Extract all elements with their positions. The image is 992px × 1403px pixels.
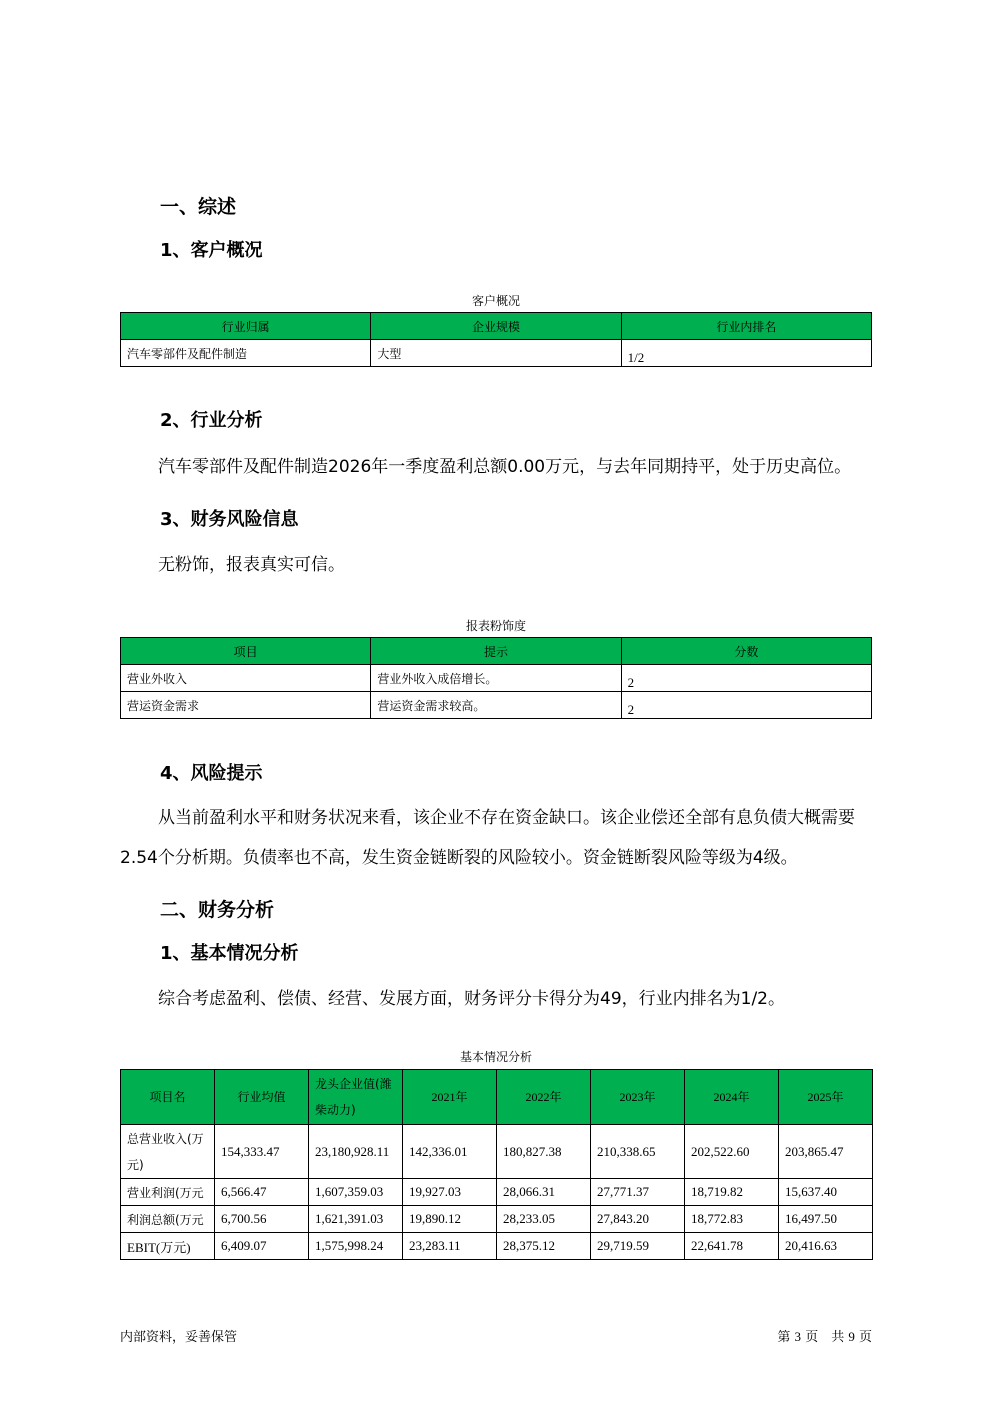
table-cell: 20,416.63 <box>779 1233 873 1260</box>
table-cell: 202,522.60 <box>685 1125 779 1179</box>
table-cell: 29,719.59 <box>591 1233 685 1260</box>
table-cell: 28,375.12 <box>497 1233 591 1260</box>
table-cell: 27,843.20 <box>591 1206 685 1233</box>
table-cell: 16,497.50 <box>779 1206 873 1233</box>
table-header: 分数 <box>621 638 871 665</box>
table-header: 行业内排名 <box>621 313 871 340</box>
section-title: 一、综述 <box>160 196 237 218</box>
table-cell: 汽车零部件及配件制造 <box>121 340 371 367</box>
page-total: 9 <box>848 1329 855 1344</box>
table-header: 2021年 <box>403 1070 497 1125</box>
table-row <box>121 665 872 692</box>
page-indicator <box>777 1326 872 1345</box>
table-cell: 28,066.31 <box>497 1179 591 1206</box>
table-cell: 1/2 <box>621 340 871 367</box>
table-cell: 210,338.65 <box>591 1125 685 1179</box>
risk-info-text: 无粉饰，报表真实可信。 <box>158 555 345 575</box>
table-cell: EBIT(万元) <box>121 1233 215 1260</box>
table-header: 项目 <box>121 638 371 665</box>
table-cell: 19,890.12 <box>403 1206 497 1233</box>
table-cell: 1,607,359.03 <box>309 1179 403 1206</box>
table-cell: 营运资金需求较高。 <box>371 692 621 719</box>
risk-info-heading: 3、财务风险信息 <box>160 509 299 530</box>
footer-note: 内部资料，妥善保管 <box>120 1330 238 1345</box>
table-cell: 154,333.47 <box>215 1125 309 1179</box>
table-cell: 19,927.03 <box>403 1179 497 1206</box>
basic-heading: 1、基本情况分析 <box>160 943 299 964</box>
industry-heading: 2、行业分析 <box>160 410 263 431</box>
table-cell: 6,566.47 <box>215 1179 309 1206</box>
table-cell: 18,772.83 <box>685 1206 779 1233</box>
table-row <box>121 1179 873 1206</box>
table-cell: 23,180,928.11 <box>309 1125 403 1179</box>
report-table-caption: 报表粉饰度 <box>465 619 526 633</box>
risk-tip-heading: 4、风险提示 <box>160 763 263 784</box>
table-row <box>121 692 872 719</box>
table-cell: 大型 <box>371 340 621 367</box>
basic-table-caption: 基本情况分析 <box>459 1050 532 1064</box>
table-header: 龙头企业值(潍柴动力) <box>309 1070 403 1125</box>
page-mid: 页 共 <box>805 1330 845 1345</box>
table-row <box>121 1233 873 1260</box>
customer-table <box>120 312 872 367</box>
table-cell: 总营业收入(万元) <box>121 1125 215 1179</box>
table-header: 行业均值 <box>215 1070 309 1125</box>
table-cell: 6,409.07 <box>215 1233 309 1260</box>
table-cell: 营业外收入成倍增长。 <box>371 665 621 692</box>
table-cell: 28,233.05 <box>497 1206 591 1233</box>
section-title: 二、财务分析 <box>160 899 275 921</box>
risk-tip-text: 从当前盈利水平和财务状况来看，该企业不存在资金缺口。该企业偿还全部有息负债大概需要 2.54个分析期。负债率也不高，发生资金链断裂的风险较小。资金链断裂风险等级为4级。 <box>120 808 855 868</box>
table-row <box>121 340 872 367</box>
table-header: 提示 <box>371 638 621 665</box>
table-cell: 利润总额(万元 <box>121 1206 215 1233</box>
table-cell: 27,771.37 <box>591 1179 685 1206</box>
table-cell: 1,621,391.03 <box>309 1206 403 1233</box>
table-header: 企业规模 <box>371 313 621 340</box>
table-cell: 203,865.47 <box>779 1125 873 1179</box>
table-cell: 180,827.38 <box>497 1125 591 1179</box>
table-cell: 1,575,998.24 <box>309 1233 403 1260</box>
table-row <box>121 1125 873 1179</box>
table-header: 行业归属 <box>121 313 371 340</box>
page-current: 3 <box>794 1329 802 1344</box>
table-cell: 营运资金需求 <box>121 692 371 719</box>
page-suffix: 页 <box>858 1330 872 1345</box>
basic-text: 综合考虑盈利、偿债、经营、发展方面，财务评分卡得分为49，行业内排名为1/2。 <box>158 989 785 1009</box>
table-header: 2022年 <box>497 1070 591 1125</box>
table-cell: 6,700.56 <box>215 1206 309 1233</box>
table-header: 2024年 <box>685 1070 779 1125</box>
table-cell: 22,641.78 <box>685 1233 779 1260</box>
table-cell: 2 <box>621 665 871 692</box>
table-row <box>121 1206 873 1233</box>
table-header: 2023年 <box>591 1070 685 1125</box>
customer-heading: 1、客户概况 <box>160 240 263 261</box>
table-cell: 18,719.82 <box>685 1179 779 1206</box>
table-header: 2025年 <box>779 1070 873 1125</box>
industry-text: 汽车零部件及配件制造2026年一季度盈利总额0.00万元，与去年同期持平，处于历史高位。 <box>158 457 852 477</box>
basic-table <box>120 1069 873 1260</box>
page-prefix: 第 <box>777 1330 791 1345</box>
report-table <box>120 637 872 719</box>
table-cell: 23,283.11 <box>403 1233 497 1260</box>
table-header: 项目名 <box>121 1070 215 1125</box>
table-cell: 142,336.01 <box>403 1125 497 1179</box>
table-cell: 营业外收入 <box>121 665 371 692</box>
table-cell: 2 <box>621 692 871 719</box>
table-cell: 营业利润(万元 <box>121 1179 215 1206</box>
table-cell: 15,637.40 <box>779 1179 873 1206</box>
customer-table-caption: 客户概况 <box>471 294 520 308</box>
